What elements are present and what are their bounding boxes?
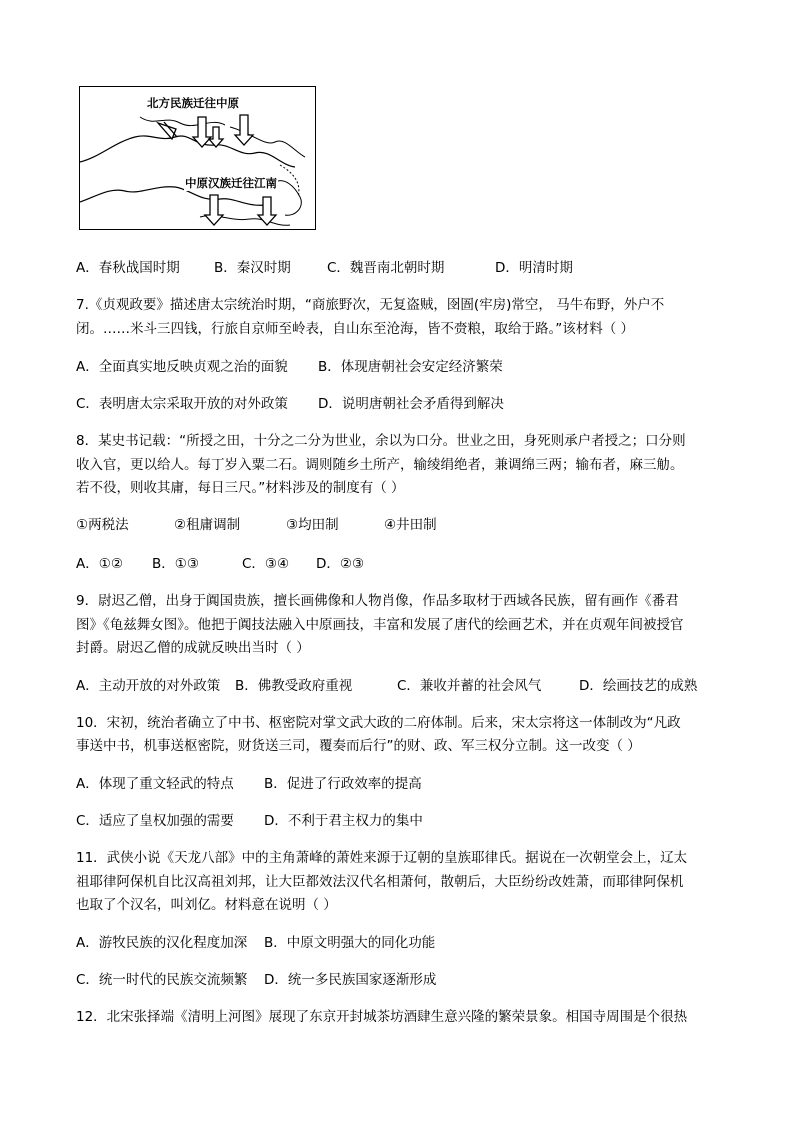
- q10-options-row-2: [76, 812, 423, 830]
- q6-option-d[interactable]: D．明清时期: [495, 260, 573, 276]
- q6-option-b[interactable]: B．秦汉时期: [214, 260, 291, 276]
- q10-option-a[interactable]: A．体现了重文轻武的特点: [76, 776, 234, 792]
- q11-stem-line-1: 11．武侠小说《天龙八部》中的主角萧峰的萧姓来源于辽朝的皇族耶律氏。据说在一次朝堂会上，辽太: [76, 850, 688, 866]
- q8-stem-line-1: 8．某史书记载：“所授之田，十分之二分为世业，余以为口分。世业之田，身死则承户者授之；口分则: [76, 433, 686, 449]
- q6-options: [76, 259, 573, 277]
- q8-items: [76, 516, 437, 534]
- q9-option-c[interactable]: C．兼收并蓄的社会风气: [397, 678, 542, 694]
- q11-stem-line-3: 也取了个汉名，叫刘亿。材料意在说明（ ）: [76, 897, 337, 913]
- q9-stem-line-3: 封爵。尉迟乙僧的成就反映出当时（ ）: [76, 640, 310, 656]
- q6-option-c[interactable]: C．魏晋南北朝时期: [327, 260, 445, 276]
- q7-option-d[interactable]: D．说明唐朝社会矛盾得到解决: [318, 396, 504, 412]
- q10-option-c[interactable]: C．适应了皇权加强的需要: [76, 813, 234, 829]
- q11-options-row-2: [76, 971, 436, 989]
- q8-option-d[interactable]: D．②③: [316, 556, 365, 572]
- q7-options-row-2: [76, 395, 504, 413]
- q11-option-a[interactable]: A．游牧民族的汉化程度加深: [76, 935, 248, 951]
- q11-stem-line-2: 祖耶律阿保机自比汉高祖刘邦，让大臣都效法汉代名相萧何，散朝后，大臣纷纷改姓萧，而耶律阿保机: [76, 874, 684, 890]
- q7-options-row-1: [76, 358, 503, 376]
- map-label-north: 北方民族迁往中原: [147, 96, 239, 110]
- q8-stem-line-3: 若不役，则收其庸，每日三尺。”材料涉及的制度有（ ）: [76, 480, 405, 496]
- q6-option-a[interactable]: A．春秋战国时期: [76, 260, 180, 276]
- q9-options: [76, 677, 697, 695]
- arrow-icon: [158, 115, 253, 147]
- q10-stem-line-1: 10．宋初，统治者确立了中书、枢密院对掌文武大政的二府体制。后来，宋太宗将这一体制改为“凡政: [76, 715, 681, 731]
- q7-stem-line-2: 闭。……米斗三四钱，行旅自京师至岭表，自山东至沧海，皆不赍粮，取给于路。”该材料（ ）: [76, 321, 635, 337]
- q8-option-b[interactable]: B．①③: [152, 556, 199, 572]
- q11-option-c[interactable]: C．统一时代的民族交流频繁: [76, 972, 248, 988]
- q8-option-c[interactable]: C．③④: [242, 556, 290, 572]
- q12-stem-line-1: 12．北宋张择端《清明上河图》展现了东京开封城茶坊酒肆生意兴隆的繁荣景象。相国寺周围是个很热: [76, 1009, 688, 1025]
- q9-stem-line-1: 9．尉迟乙僧，出身于阗国贵族，擅长画佛像和人物肖像，作品多取材于西域各民族，留有画作《番君: [76, 593, 679, 609]
- q7-option-c[interactable]: C．表明唐太宗采取开放的对外政策: [76, 396, 288, 412]
- map-label-south: 中原汉族迁往江南: [185, 176, 277, 190]
- q8-options: [76, 555, 364, 573]
- q8-item-1: ①两税法: [76, 517, 129, 533]
- q8-stem-line-2: 收入官，更以给人。每丁岁入粟二石。调则随乡土所产，输绫绢绝者，兼调绵三两；输布者，麻三觔。: [76, 457, 684, 473]
- q11-options-row-1: [76, 934, 435, 952]
- q11-option-d[interactable]: D．统一多民族国家逐渐形成: [264, 972, 437, 988]
- q8-item-2: ②租庸调制: [174, 517, 241, 533]
- q10-options-row-1: [76, 775, 422, 793]
- q11-option-b[interactable]: B．中原文明强大的同化功能: [264, 935, 436, 951]
- q10-stem-line-2: 事送中书，机事送枢密院，财货送三司，覆奏而后行”的财、政、军三权分立制。这一改变（ ）: [76, 738, 641, 754]
- q8-item-3: ③均田制: [286, 517, 339, 533]
- migration-map: [79, 86, 316, 230]
- q9-option-a[interactable]: A．主动开放的对外政策: [76, 678, 221, 694]
- q10-option-d[interactable]: D．不利于君主权力的集中: [264, 813, 423, 829]
- q10-option-b[interactable]: B．促进了行政效率的提高: [264, 776, 422, 792]
- q8-item-4: ④井田制: [384, 517, 437, 533]
- q8-option-a[interactable]: A．①②: [76, 556, 123, 572]
- q7-option-a[interactable]: A．全面真实地反映贞观之治的面貌: [76, 359, 288, 375]
- q9-option-b[interactable]: B．佛教受政府重视: [235, 678, 353, 694]
- q7-stem-line-1: 7.《贞观政要》描述唐太宗统治时期，“商旅野次，无复盗贼，囹圄(牢房)常空， 马牛布野，外户不: [76, 297, 665, 313]
- q9-stem-line-2: 图》《龟兹舞女图》。他把于阗技法融入中原画技，丰富和发展了唐代的绘画艺术，并在贞观年间被授官: [76, 617, 684, 633]
- q7-option-b[interactable]: B．体现唐朝社会安定经济繁荣: [318, 359, 503, 375]
- q9-option-d[interactable]: D．绘画技艺的成熟: [579, 678, 698, 694]
- arrow-icon: [205, 195, 276, 225]
